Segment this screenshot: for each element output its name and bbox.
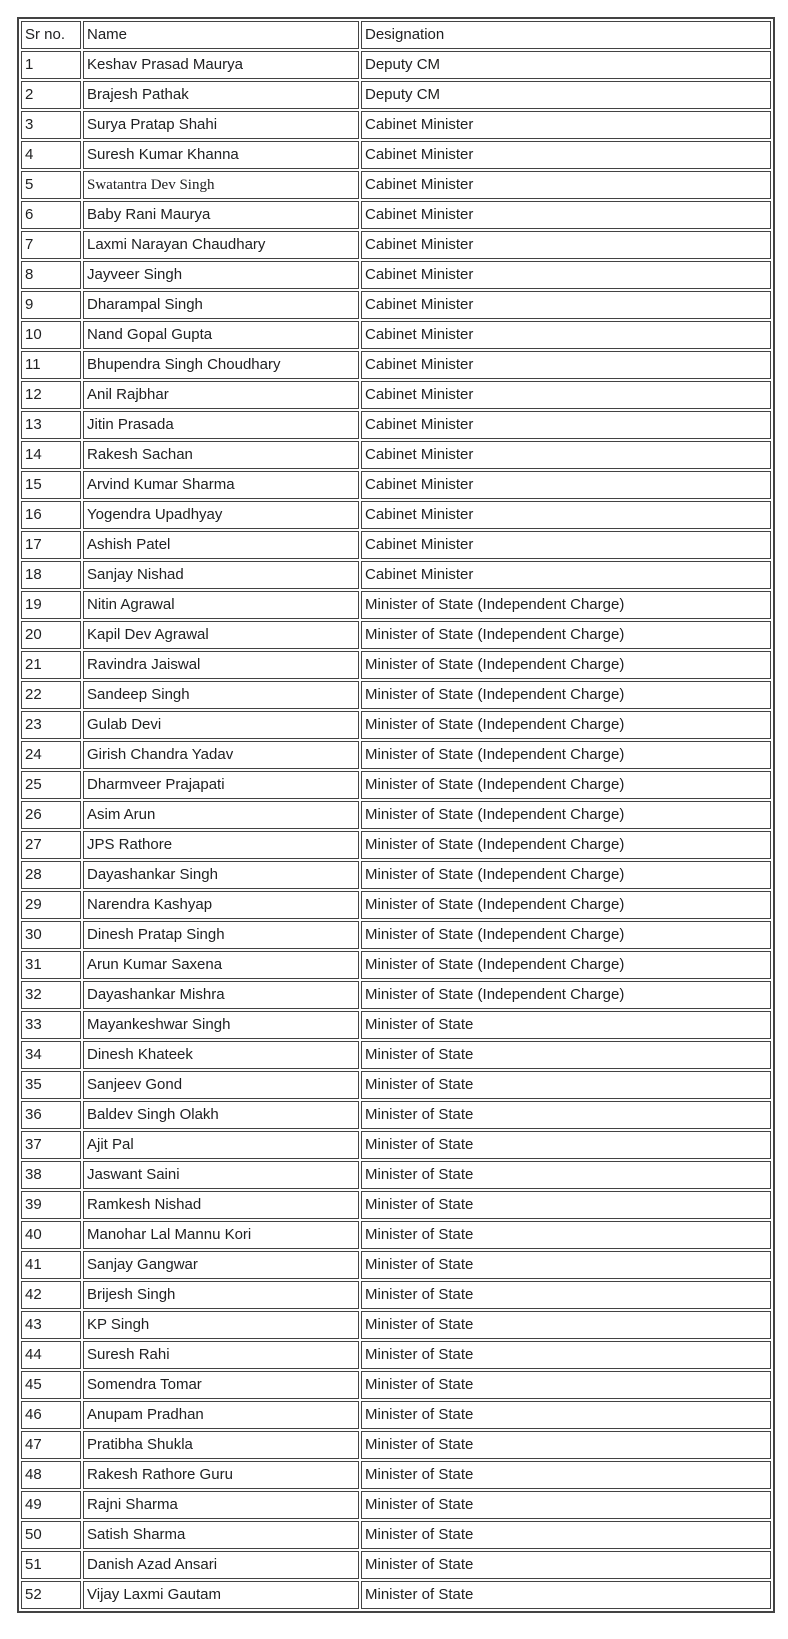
designation-cell: Cabinet Minister <box>361 411 771 439</box>
sr-no-cell: 8 <box>21 261 81 289</box>
designation-cell: Minister of State <box>361 1221 771 1249</box>
sr-no-cell: 24 <box>21 741 81 769</box>
designation-cell: Minister of State <box>361 1371 771 1399</box>
table-row <box>21 741 771 769</box>
name-cell: Rajni Sharma <box>83 1491 359 1519</box>
table-row <box>21 1191 771 1219</box>
designation-cell: Minister of State <box>361 1341 771 1369</box>
table-row <box>21 1581 771 1609</box>
table-row <box>21 1011 771 1039</box>
sr-no-cell: 31 <box>21 951 81 979</box>
table-row <box>21 501 771 529</box>
sr-no-cell: 1 <box>21 51 81 79</box>
table-row <box>21 81 771 109</box>
column-header-name: Name <box>83 21 359 49</box>
name-cell: JPS Rathore <box>83 831 359 859</box>
name-cell: Ashish Patel <box>83 531 359 559</box>
table-row <box>21 1041 771 1069</box>
sr-no-cell: 37 <box>21 1131 81 1159</box>
sr-no-cell: 20 <box>21 621 81 649</box>
name-cell: Asim Arun <box>83 801 359 829</box>
sr-no-cell: 18 <box>21 561 81 589</box>
name-cell: Arun Kumar Saxena <box>83 951 359 979</box>
name-cell: Laxmi Narayan Chaudhary <box>83 231 359 259</box>
designation-cell: Minister of State <box>361 1251 771 1279</box>
designation-cell: Minister of State <box>361 1131 771 1159</box>
table-row <box>21 861 771 889</box>
name-cell: Gulab Devi <box>83 711 359 739</box>
table-row <box>21 141 771 169</box>
sr-no-cell: 16 <box>21 501 81 529</box>
designation-cell: Minister of State (Independent Charge) <box>361 891 771 919</box>
table-header <box>21 21 771 49</box>
sr-no-cell: 13 <box>21 411 81 439</box>
sr-no-cell: 40 <box>21 1221 81 1249</box>
table-row <box>21 1371 771 1399</box>
name-cell: Suresh Rahi <box>83 1341 359 1369</box>
sr-no-cell: 15 <box>21 471 81 499</box>
table-row <box>21 591 771 619</box>
table-row <box>21 411 771 439</box>
sr-no-cell: 41 <box>21 1251 81 1279</box>
sr-no-cell: 26 <box>21 801 81 829</box>
name-cell: Dharampal Singh <box>83 291 359 319</box>
table-row <box>21 1161 771 1189</box>
sr-no-cell: 49 <box>21 1491 81 1519</box>
name-cell: Arvind Kumar Sharma <box>83 471 359 499</box>
sr-no-cell: 30 <box>21 921 81 949</box>
table-row <box>21 1221 771 1249</box>
designation-cell: Deputy CM <box>361 51 771 79</box>
designation-cell: Cabinet Minister <box>361 291 771 319</box>
name-cell: Ravindra Jaiswal <box>83 651 359 679</box>
designation-cell: Minister of State (Independent Charge) <box>361 741 771 769</box>
name-cell: Pratibha Shukla <box>83 1431 359 1459</box>
sr-no-cell: 38 <box>21 1161 81 1189</box>
sr-no-cell: 25 <box>21 771 81 799</box>
name-cell: Dayashankar Mishra <box>83 981 359 1009</box>
designation-cell: Minister of State (Independent Charge) <box>361 861 771 889</box>
name-cell: Nitin Agrawal <box>83 591 359 619</box>
table-row <box>21 1281 771 1309</box>
table-row <box>21 1101 771 1129</box>
name-cell: Rakesh Sachan <box>83 441 359 469</box>
sr-no-cell: 33 <box>21 1011 81 1039</box>
name-cell: Jayveer Singh <box>83 261 359 289</box>
table-row <box>21 1131 771 1159</box>
designation-cell: Cabinet Minister <box>361 531 771 559</box>
name-cell: Ajit Pal <box>83 1131 359 1159</box>
sr-no-cell: 36 <box>21 1101 81 1129</box>
sr-no-cell: 27 <box>21 831 81 859</box>
sr-no-cell: 4 <box>21 141 81 169</box>
name-cell: Anupam Pradhan <box>83 1401 359 1429</box>
designation-cell: Cabinet Minister <box>361 171 771 199</box>
table-row <box>21 261 771 289</box>
table-row <box>21 1551 771 1579</box>
name-cell: Swatantra Dev Singh <box>83 171 359 199</box>
name-cell: Brijesh Singh <box>83 1281 359 1309</box>
sr-no-cell: 23 <box>21 711 81 739</box>
name-cell: Jitin Prasada <box>83 411 359 439</box>
sr-no-cell: 2 <box>21 81 81 109</box>
designation-cell: Cabinet Minister <box>361 351 771 379</box>
designation-cell: Minister of State <box>361 1581 771 1609</box>
designation-cell: Minister of State <box>361 1011 771 1039</box>
name-cell: KP Singh <box>83 1311 359 1339</box>
table-row <box>21 651 771 679</box>
column-header-designation: Designation <box>361 21 771 49</box>
name-cell: Kapil Dev Agrawal <box>83 621 359 649</box>
table-row <box>21 771 771 799</box>
designation-cell: Cabinet Minister <box>361 471 771 499</box>
name-cell: Jaswant Saini <box>83 1161 359 1189</box>
designation-cell: Minister of State (Independent Charge) <box>361 831 771 859</box>
sr-no-cell: 28 <box>21 861 81 889</box>
name-cell: Bhupendra Singh Choudhary <box>83 351 359 379</box>
sr-no-cell: 10 <box>21 321 81 349</box>
sr-no-cell: 29 <box>21 891 81 919</box>
sr-no-cell: 22 <box>21 681 81 709</box>
designation-cell: Minister of State (Independent Charge) <box>361 921 771 949</box>
designation-cell: Minister of State (Independent Charge) <box>361 591 771 619</box>
sr-no-cell: 12 <box>21 381 81 409</box>
designation-cell: Cabinet Minister <box>361 441 771 469</box>
sr-no-cell: 6 <box>21 201 81 229</box>
table-row <box>21 1401 771 1429</box>
designation-cell: Minister of State (Independent Charge) <box>361 951 771 979</box>
name-cell: Yogendra Upadhyay <box>83 501 359 529</box>
name-cell: Somendra Tomar <box>83 1371 359 1399</box>
name-cell: Suresh Kumar Khanna <box>83 141 359 169</box>
designation-cell: Minister of State <box>361 1071 771 1099</box>
sr-no-cell: 35 <box>21 1071 81 1099</box>
sr-no-cell: 19 <box>21 591 81 619</box>
sr-no-cell: 47 <box>21 1431 81 1459</box>
table-row <box>21 321 771 349</box>
name-cell: Dharmveer Prajapati <box>83 771 359 799</box>
designation-cell: Cabinet Minister <box>361 111 771 139</box>
designation-cell: Cabinet Minister <box>361 201 771 229</box>
designation-cell: Minister of State (Independent Charge) <box>361 801 771 829</box>
sr-no-cell: 3 <box>21 111 81 139</box>
name-cell: Dinesh Khateek <box>83 1041 359 1069</box>
designation-cell: Minister of State <box>361 1491 771 1519</box>
sr-no-cell: 45 <box>21 1371 81 1399</box>
designation-cell: Cabinet Minister <box>361 321 771 349</box>
designation-cell: Minister of State <box>361 1161 771 1189</box>
name-cell: Baldev Singh Olakh <box>83 1101 359 1129</box>
designation-cell: Minister of State <box>361 1191 771 1219</box>
sr-no-cell: 9 <box>21 291 81 319</box>
table-row <box>21 1251 771 1279</box>
name-cell: Baby Rani Maurya <box>83 201 359 229</box>
table-row <box>21 111 771 139</box>
table-row <box>21 711 771 739</box>
table-row <box>21 831 771 859</box>
table-row <box>21 1491 771 1519</box>
name-cell: Anil Rajbhar <box>83 381 359 409</box>
sr-no-cell: 32 <box>21 981 81 1009</box>
table-row <box>21 381 771 409</box>
name-cell: Keshav Prasad Maurya <box>83 51 359 79</box>
table-row <box>21 351 771 379</box>
designation-cell: Minister of State (Independent Charge) <box>361 771 771 799</box>
name-cell: Dinesh Pratap Singh <box>83 921 359 949</box>
table-row <box>21 1521 771 1549</box>
table-body <box>21 51 771 1609</box>
designation-cell: Cabinet Minister <box>361 561 771 589</box>
sr-no-cell: 50 <box>21 1521 81 1549</box>
designation-cell: Minister of State <box>361 1311 771 1339</box>
name-cell: Mayankeshwar Singh <box>83 1011 359 1039</box>
designation-cell: Cabinet Minister <box>361 501 771 529</box>
sr-no-cell: 51 <box>21 1551 81 1579</box>
name-cell: Ramkesh Nishad <box>83 1191 359 1219</box>
designation-cell: Minister of State <box>361 1521 771 1549</box>
name-cell: Sanjeev Gond <box>83 1071 359 1099</box>
designation-cell: Cabinet Minister <box>361 261 771 289</box>
sr-no-cell: 7 <box>21 231 81 259</box>
name-cell: Dayashankar Singh <box>83 861 359 889</box>
name-cell: Danish Azad Ansari <box>83 1551 359 1579</box>
name-cell: Rakesh Rathore Guru <box>83 1461 359 1489</box>
table-row <box>21 561 771 589</box>
name-cell: Sandeep Singh <box>83 681 359 709</box>
table-row <box>21 51 771 79</box>
sr-no-cell: 39 <box>21 1191 81 1219</box>
designation-cell: Cabinet Minister <box>361 381 771 409</box>
designation-cell: Minister of State <box>361 1461 771 1489</box>
designation-cell: Cabinet Minister <box>361 141 771 169</box>
designation-cell: Cabinet Minister <box>361 231 771 259</box>
designation-cell: Minister of State (Independent Charge) <box>361 981 771 1009</box>
name-cell: Manohar Lal Mannu Kori <box>83 1221 359 1249</box>
column-header-sr-no: Sr no. <box>21 21 81 49</box>
designation-cell: Deputy CM <box>361 81 771 109</box>
sr-no-cell: 43 <box>21 1311 81 1339</box>
table-row <box>21 171 771 199</box>
name-cell: Vijay Laxmi Gautam <box>83 1581 359 1609</box>
name-cell: Surya Pratap Shahi <box>83 111 359 139</box>
designation-cell: Minister of State <box>361 1401 771 1429</box>
header-row <box>21 21 771 49</box>
table-row <box>21 981 771 1009</box>
table-row <box>21 441 771 469</box>
table-row <box>21 801 771 829</box>
sr-no-cell: 42 <box>21 1281 81 1309</box>
name-cell: Sanjay Gangwar <box>83 1251 359 1279</box>
sr-no-cell: 46 <box>21 1401 81 1429</box>
name-cell: Sanjay Nishad <box>83 561 359 589</box>
designation-cell: Minister of State <box>361 1551 771 1579</box>
sr-no-cell: 48 <box>21 1461 81 1489</box>
name-cell: Satish Sharma <box>83 1521 359 1549</box>
table-row <box>21 1311 771 1339</box>
table-row <box>21 291 771 319</box>
sr-no-cell: 17 <box>21 531 81 559</box>
ministers-table <box>17 17 775 1613</box>
table-row <box>21 1341 771 1369</box>
table-row <box>21 531 771 559</box>
designation-cell: Minister of State <box>361 1281 771 1309</box>
sr-no-cell: 34 <box>21 1041 81 1069</box>
sr-no-cell: 52 <box>21 1581 81 1609</box>
designation-cell: Minister of State (Independent Charge) <box>361 711 771 739</box>
sr-no-cell: 21 <box>21 651 81 679</box>
table-row <box>21 201 771 229</box>
designation-cell: Minister of State <box>361 1101 771 1129</box>
table-row <box>21 951 771 979</box>
table-row <box>21 681 771 709</box>
table-row <box>21 231 771 259</box>
sr-no-cell: 44 <box>21 1341 81 1369</box>
designation-cell: Minister of State <box>361 1041 771 1069</box>
table-row <box>21 1431 771 1459</box>
name-cell: Narendra Kashyap <box>83 891 359 919</box>
table-row <box>21 1071 771 1099</box>
table-row <box>21 891 771 919</box>
table-row <box>21 921 771 949</box>
designation-cell: Minister of State <box>361 1431 771 1459</box>
table-row <box>21 471 771 499</box>
table-row <box>21 621 771 649</box>
designation-cell: Minister of State (Independent Charge) <box>361 651 771 679</box>
table-row <box>21 1461 771 1489</box>
sr-no-cell: 11 <box>21 351 81 379</box>
name-cell: Girish Chandra Yadav <box>83 741 359 769</box>
name-cell: Brajesh Pathak <box>83 81 359 109</box>
designation-cell: Minister of State (Independent Charge) <box>361 621 771 649</box>
name-cell: Nand Gopal Gupta <box>83 321 359 349</box>
designation-cell: Minister of State (Independent Charge) <box>361 681 771 709</box>
sr-no-cell: 14 <box>21 441 81 469</box>
sr-no-cell: 5 <box>21 171 81 199</box>
